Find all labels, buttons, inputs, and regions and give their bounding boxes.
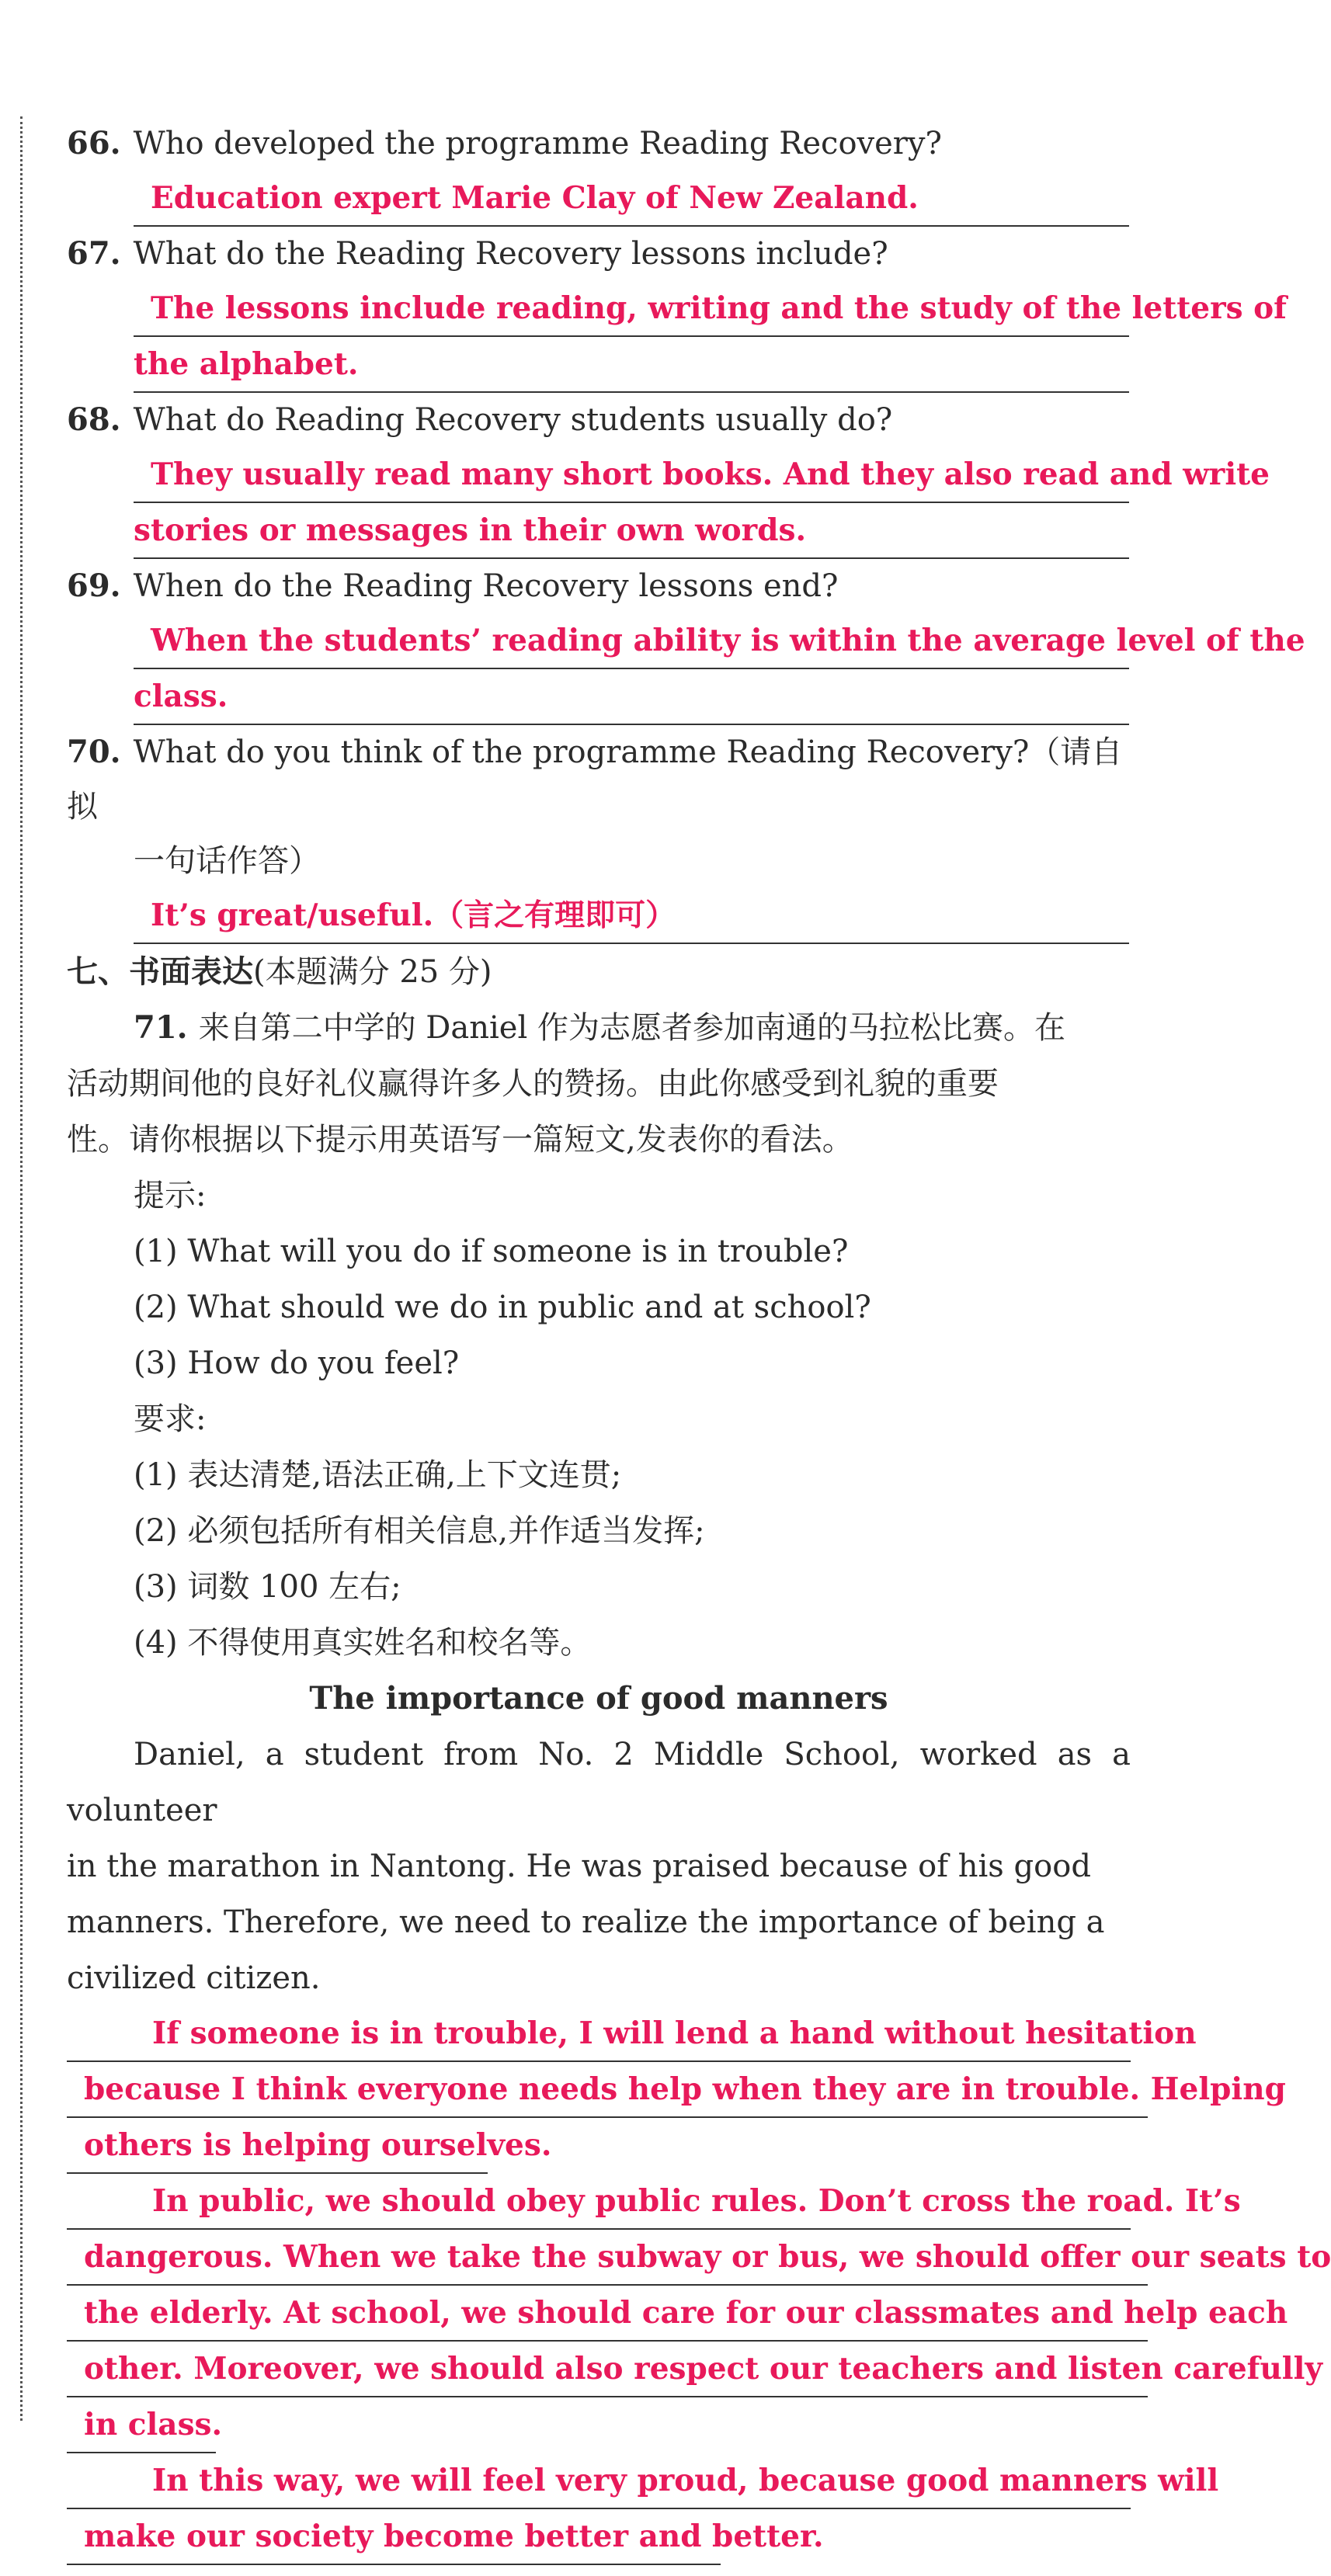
question-text: When do the Reading Recovery lessons end? [133, 568, 839, 604]
question-69 [67, 559, 1305, 725]
answer-line: Education expert Marie Clay of New Zealand. [134, 171, 1129, 227]
section-title: 七、书面表达(本题满分 25 分) [67, 953, 492, 990]
prompt-line: 活动期间他的良好礼仪赢得许多人的赞扬。由此你感受到礼貌的重要 [67, 1066, 999, 1102]
answer-line: make our society become better and better. [67, 2509, 721, 2565]
essay-answer-para-2 [67, 2174, 1331, 2453]
answer-line: the elderly. At school, we should care for our classmates and help each [67, 2286, 1148, 2342]
hint-item: (3) How do you feel? [134, 1345, 460, 1381]
answer-line: the alphabet. [134, 337, 1129, 393]
essay-answer-para-1 [67, 2006, 1286, 2174]
question-text: Who developed the programme Reading Recovery? [133, 126, 942, 161]
essay-intro [67, 1727, 1131, 2006]
question-68 [67, 393, 1270, 559]
requirements-label: 要求: [134, 1401, 207, 1437]
section-subtitle: (本题满分 25 分) [253, 954, 492, 990]
answer-line: in class. [67, 2397, 216, 2453]
hint-item: (1) What will you do if someone is in trouble? [134, 1234, 849, 1269]
answer-line: dangerous. When we take the subway or bus, we should offer our seats to [67, 2230, 1148, 2286]
question-text: What do you think of the programme Reading Recovery?（请自拟 [67, 734, 1123, 825]
answer-line: stories or messages in their own words. [134, 503, 1129, 559]
answer-line: If someone is in trouble, I will lend a hand without hesitation [67, 2006, 1131, 2062]
hint-item: (2) What should we do in public and at school? [134, 1290, 871, 1325]
answer-line: In this way, we will feel very proud, because good manners will [67, 2453, 1131, 2509]
question-number: 66. [67, 125, 121, 161]
prompt-line: 性。请你根据以下提示用英语写一篇短文,发表你的看法。 [67, 1122, 853, 1158]
requirement-item: (1) 表达清楚,语法正确,上下文连贯; [134, 1457, 622, 1493]
prompt-line: 来自第二中学的 Daniel 作为志愿者参加南通的马拉松比赛。在 [198, 1010, 1065, 1046]
answer-line: When the students’ reading ability is within the average level of the [134, 613, 1129, 669]
question-number: 70. [67, 734, 121, 770]
question-text: What do Reading Recovery students usually do? [133, 402, 893, 438]
question-number: 69. [67, 568, 121, 604]
essay-line: manners. Therefore, we need to realize the importance of being a [67, 1904, 1105, 1940]
question-71-prompt [67, 1000, 1131, 1168]
question-number: 67. [67, 235, 121, 272]
requirement-item: (2) 必须包括所有相关信息,并作适当发挥; [134, 1513, 705, 1549]
answer-line: because I think everyone needs help when they are in trouble. Helping [67, 2062, 1148, 2118]
answer-line: The lessons include reading, writing and the study of the letters of [134, 281, 1129, 337]
answer-line: They usually read many short books. And they also read and write [134, 447, 1129, 503]
essay-line: in the marathon in Nantong. He was praised because of his good [67, 1849, 1091, 1884]
question-number: 68. [67, 401, 121, 438]
question-66 [67, 116, 1131, 227]
answer-line: others is helping ourselves. [67, 2118, 488, 2174]
answer-line: other. Moreover, we should also respect our teachers and listen carefully [67, 2342, 1148, 2397]
essay-title: The importance of good manners [309, 1680, 888, 1717]
requirement-item: (4) 不得使用真实姓名和校名等。 [134, 1625, 592, 1661]
answer-line: class. [134, 669, 1129, 725]
hint-label: 提示: [134, 1178, 207, 1213]
question-number: 71. [134, 1009, 188, 1046]
question-70 [67, 725, 1131, 944]
dotted-margin-line [20, 116, 23, 2421]
answer-line: In public, we should obey public rules. Don’t cross the road. It’s [67, 2174, 1131, 2230]
essay-answer-para-3 [67, 2453, 1219, 2565]
question-67 [67, 227, 1287, 393]
worksheet-page [67, 116, 1331, 2565]
question-text: What do the Reading Recovery lessons include? [133, 236, 888, 272]
essay-line: Daniel, a student from No. 2 Middle School, worked as a volunteer [67, 1737, 1131, 1828]
answer-line: It’s great/useful.（言之有理即可） [134, 888, 1129, 944]
essay-line: civilized citizen. [67, 1960, 321, 1996]
question-text-line2: 一句话作答） [134, 843, 320, 879]
requirement-item: (3) 词数 100 左右; [134, 1569, 401, 1605]
